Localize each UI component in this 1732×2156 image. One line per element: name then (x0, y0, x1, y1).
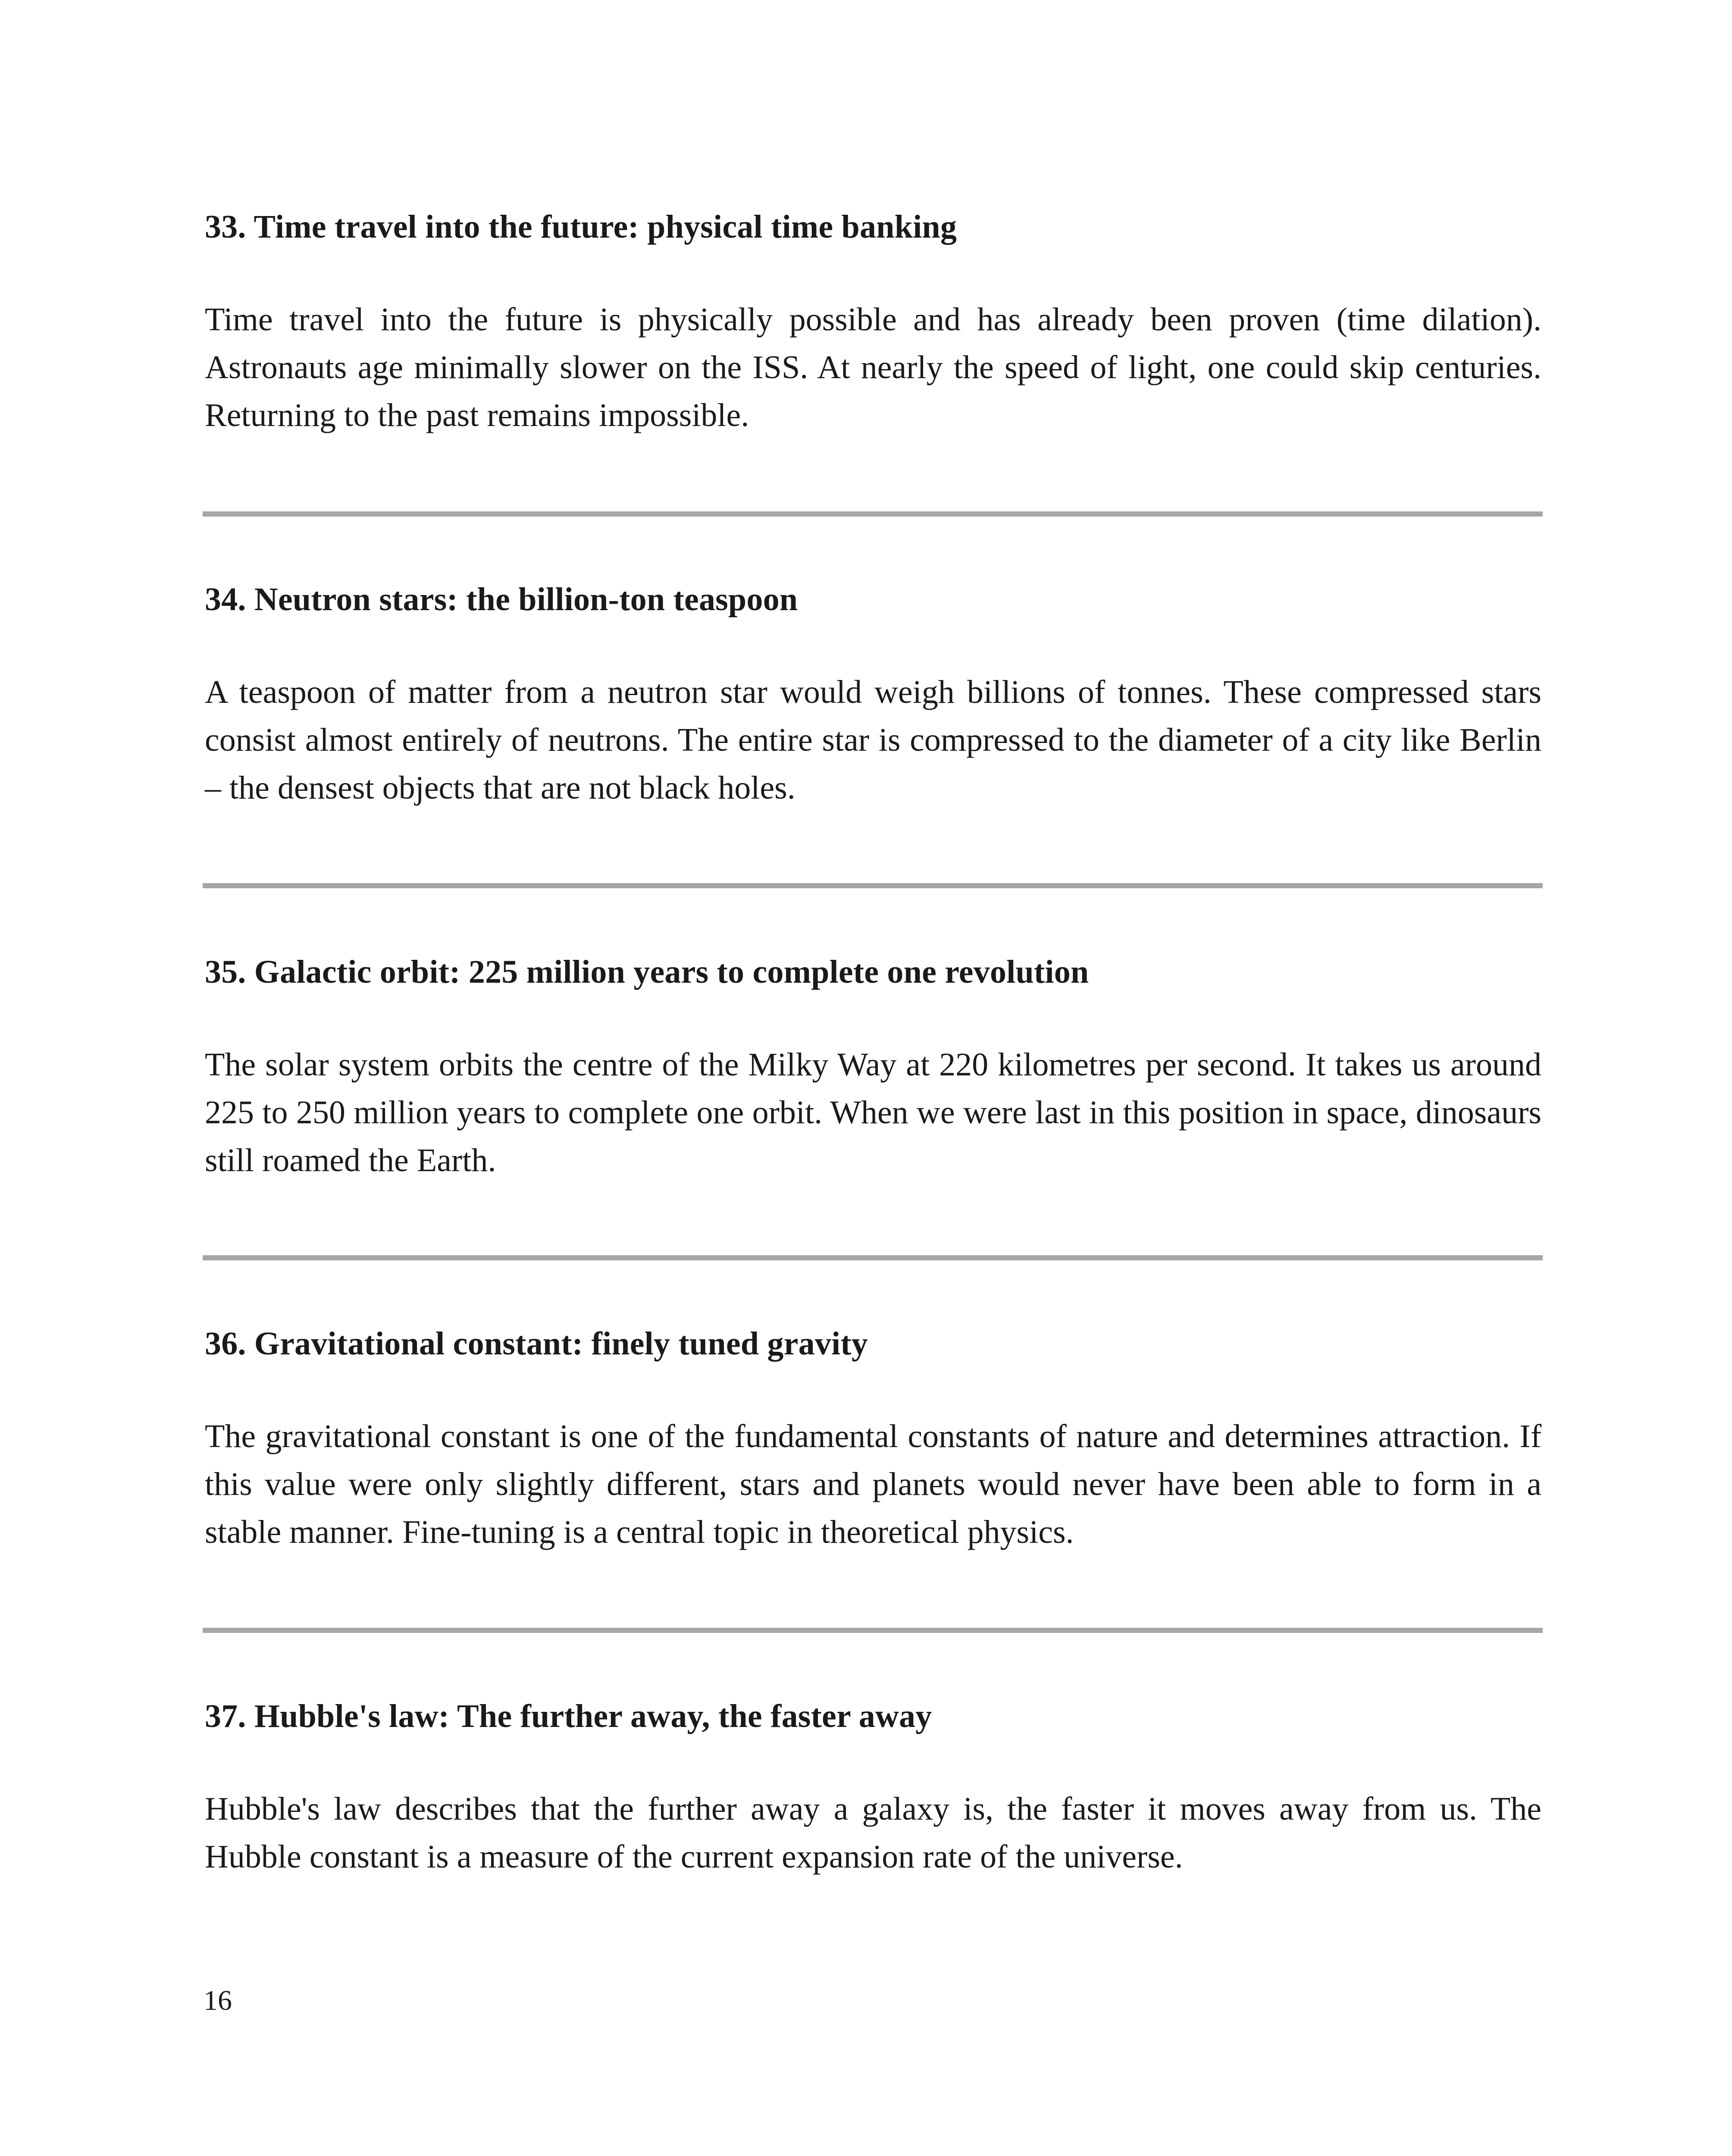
section-title: 33. Time travel into the future: physical time banking (205, 209, 957, 245)
section-title: 37. Hubble's law: The further away, the faster away (205, 1698, 932, 1734)
section-divider (203, 1628, 1543, 1633)
section-divider (203, 883, 1543, 888)
section-body: The gravitational constant is one of the fundamental constants of nature and determines attraction. If this value were only slightly different, stars and planets would never have been able to form in a stable manner. Fine-tuning is a central topic in theoretical physics. (205, 1418, 1541, 1550)
section-35 (205, 951, 1541, 1185)
section-body: Hubble's law describes that the further away a galaxy is, the faster it moves away from us. The Hubble constant is a measure of the current expansion rate of the universe. (205, 1791, 1541, 1875)
section-divider (203, 1255, 1543, 1260)
page-number: 16 (204, 1985, 232, 2016)
section-title: 35. Galactic orbit: 225 million years to complete one revolution (205, 954, 1089, 990)
section-title: 36. Gravitational constant: finely tuned gravity (205, 1326, 868, 1362)
section-body: Time travel into the future is physically possible and has already been proven (time dilation). Astronauts age minimally slower on the ISS. At nearly the speed of light, one could skip centuries. Returning to the past remains impossible. (205, 301, 1541, 433)
section-divider (203, 511, 1543, 517)
section-body: The solar system orbits the centre of the Milky Way at 220 kilometres per second. It takes us around 225 to 250 million years to complete one orbit. When we were last in this position in space, dinosaurs still roamed the Earth. (205, 1047, 1541, 1178)
section-36 (205, 1323, 1541, 1556)
section-33 (205, 206, 1541, 439)
section-34 (205, 579, 1541, 812)
section-37 (205, 1695, 1541, 1881)
section-body: A teaspoon of matter from a neutron star would weigh billions of tonnes. These compressed stars consist almost entirely of neutrons. The entire star is compressed to the diameter of a city like Berlin – the densest objects that are not black holes. (205, 674, 1541, 806)
section-title: 34. Neutron stars: the billion-ton teaspoon (205, 581, 798, 617)
